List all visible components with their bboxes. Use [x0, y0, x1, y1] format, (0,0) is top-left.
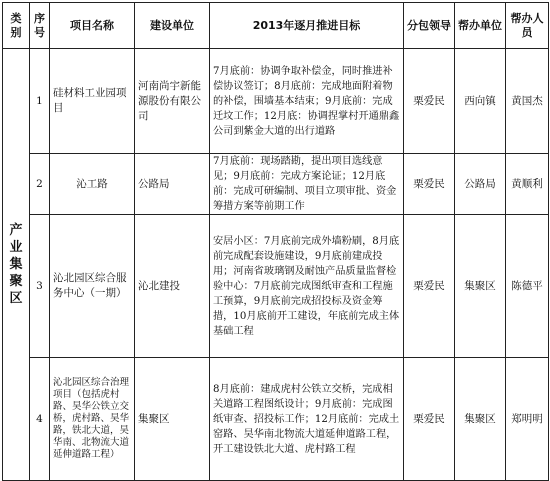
- header-goal: 2013年逐月推进目标: [210, 3, 404, 49]
- project-name: 硅材料工业园项目: [50, 49, 135, 154]
- project-name: 沁北园区综合服务中心（一期）: [50, 215, 135, 358]
- project-name: 沁北园区综合治理项目（包括虎村路、昊华公铁立交桥，虎村路、昊华路，铁北大道，昊华南、北物流大道延伸道路工程）: [50, 358, 135, 481]
- helper-person: 黄国杰: [506, 49, 549, 154]
- row-number: 3: [30, 215, 50, 358]
- row-number: 1: [30, 49, 50, 154]
- helper-unit: 公路局: [455, 154, 506, 215]
- row-number: 2: [30, 154, 50, 215]
- builder: 公路局: [135, 154, 210, 215]
- builder: 沁北建投: [135, 215, 210, 358]
- leader: 栗爱民: [404, 358, 455, 481]
- monthly-goal: 安居小区：7月底前完成外墙粉刷，8月底前完成配套设施建设，9月底前建成投用；河南省玻璃钢及耐蚀产品质量监督检验中心：7月底前完成图纸审查和工程施工预算，9月底前完成招投标及资金筹措，10月底前开工建设，年底前完成主体基础工程: [210, 215, 404, 358]
- helper-person: 郑明明: [506, 358, 549, 481]
- table-row: [3, 154, 549, 215]
- table-row: [3, 358, 549, 481]
- header-number: 序号: [30, 3, 50, 49]
- helper-person: 陈德平: [506, 215, 549, 358]
- builder: 河南尚宇新能源股份有限公司: [135, 49, 210, 154]
- header-project-name: 项目名称: [50, 3, 135, 49]
- monthly-goal: 8月底前：建成虎村公铁立交桥，完成相关道路工程图纸设计；9月底前：完成图纸审查、招投标工作；12月底前：完成土窑路、昊华南北物流大道延伸道路工程，开工建设铁北大道、虎村路工程: [210, 358, 404, 481]
- header-builder: 建设单位: [135, 3, 210, 49]
- leader: 栗爱民: [404, 215, 455, 358]
- monthly-goal: 7月底前：现场踏勘，提出项目选线意见；9月底前：完成方案论证；12月底前：完成可研编制、项目立项审批、资金筹措方案等前期工作: [210, 154, 404, 215]
- helper-unit: 集聚区: [455, 358, 506, 481]
- helper-person: 黄顺利: [506, 154, 549, 215]
- table-header-row: [3, 3, 549, 49]
- header-leader: 分包领导: [404, 3, 455, 49]
- header-helper-person: 帮办人员: [506, 3, 549, 49]
- project-table: [2, 2, 549, 481]
- header-category: 类别: [3, 3, 30, 49]
- row-number: 4: [30, 358, 50, 481]
- builder: 集聚区: [135, 358, 210, 481]
- table-row: [3, 49, 549, 154]
- helper-unit: 集聚区: [455, 215, 506, 358]
- project-name: 沁工路: [50, 154, 135, 215]
- leader: 栗爱民: [404, 154, 455, 215]
- category-cell: [3, 49, 30, 481]
- category-label: 产业集聚区: [9, 223, 23, 306]
- monthly-goal: 7月底前：协调争取补偿金，同时推进补偿协议签订；8月底前：完成地面附着物的补偿，围墙基本结束；9月底前：完成迁坟工作；12月底：协调捏掌村开通鼎鑫公司到紫金大道的出行道路: [210, 49, 404, 154]
- helper-unit: 西向镇: [455, 49, 506, 154]
- header-helper-unit: 帮办单位: [455, 3, 506, 49]
- table-row: [3, 215, 549, 358]
- leader: 栗爱民: [404, 49, 455, 154]
